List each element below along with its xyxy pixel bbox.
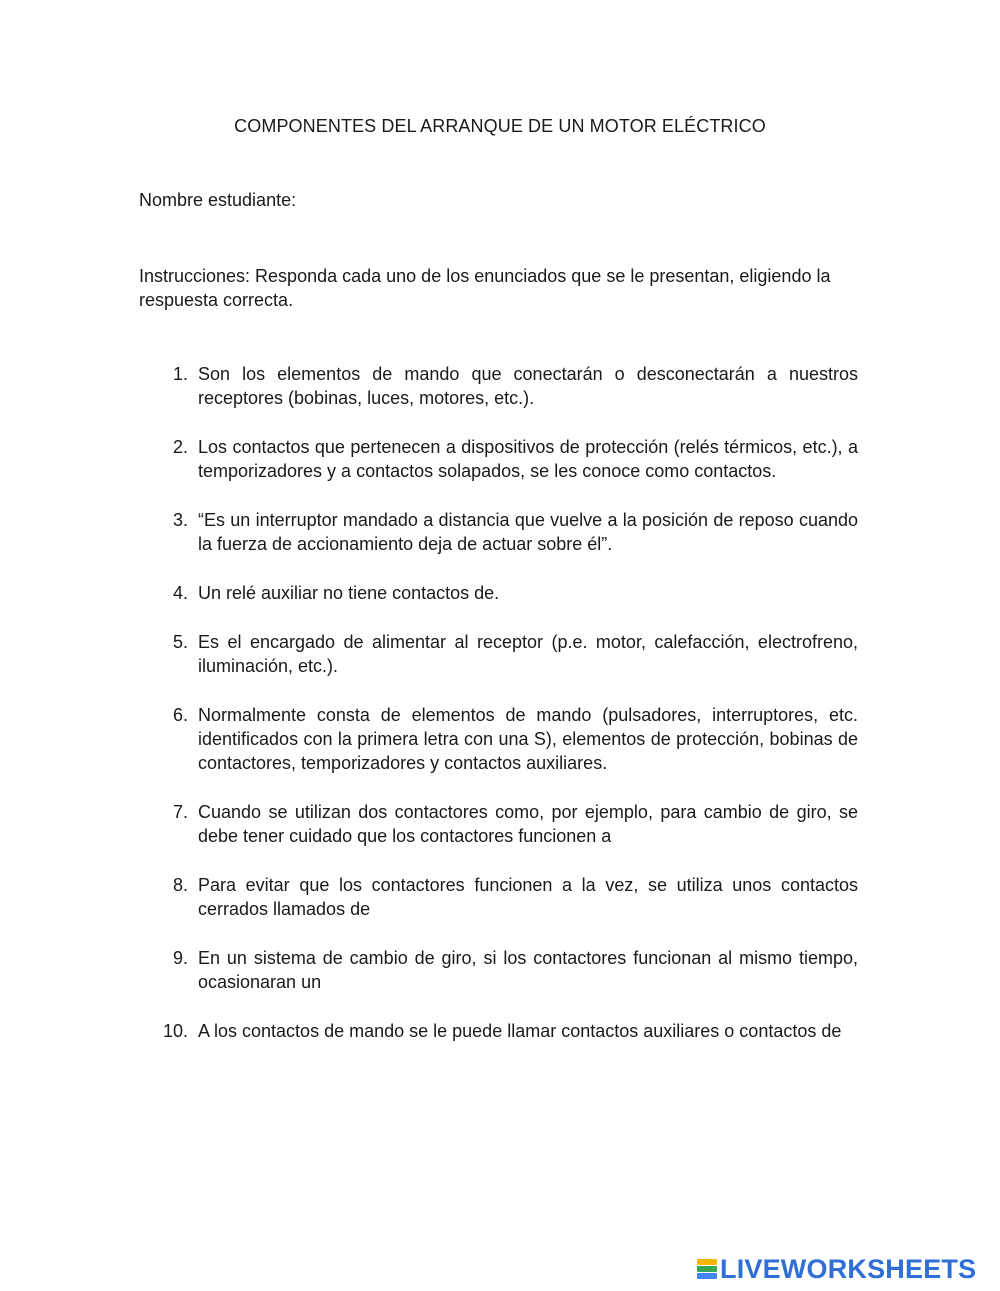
brand-logo[interactable] [697, 1254, 976, 1284]
question-number: 2. [172, 437, 188, 457]
question-text: Cuando se utilizan dos contactores como, por ejemplo, para cambio de giro, se debe tener cuidado que los contactores funcionen a [198, 802, 858, 846]
question-item [0, 873, 1000, 921]
question-text: Un relé auxiliar no tiene contactos de. [198, 583, 500, 603]
question-number: 9. [172, 948, 188, 968]
question-number: 4. [172, 583, 188, 603]
question-number: 3. [172, 510, 188, 530]
question-item [0, 800, 1000, 848]
question-item [0, 435, 1000, 483]
instructions-text: Instrucciones: Responda cada uno de los enunciados que se le presentan, eligiendo la respuesta correcta. [139, 266, 831, 310]
question-text: “Es un interruptor mandado a distancia que vuelve a la posición de reposo cuando la fuerza de accionamiento deja de actuar sobre él”. [198, 510, 858, 554]
question-number: 1. [172, 364, 188, 384]
question-number: 8. [172, 875, 188, 895]
question-text: Normalmente consta de elementos de mando (pulsadores, interruptores, etc. identificados con la primera letra con una S), elementos de protección, bobinas de contactores, temporizadores y contactos auxiliares. [198, 705, 858, 773]
page-title: COMPONENTES DEL ARRANQUE DE UN MOTOR ELÉCTRICO [234, 116, 766, 136]
question-text: Son los elementos de mando que conectarán o desconectarán a nuestros receptores (bobinas, luces, motores, etc.). [198, 364, 858, 408]
question-item [0, 581, 1000, 605]
question-item [0, 1019, 1000, 1043]
question-text: Para evitar que los contactores funcionen a la vez, se utiliza unos contactos cerrados llamados de [198, 875, 858, 919]
question-text: Es el encargado de alimentar al receptor (p.e. motor, calefacción, electrofreno, iluminación, etc.). [198, 632, 858, 676]
question-number: 6. [172, 705, 188, 725]
question-text: Los contactos que pertenecen a dispositivos de protección (relés térmicos, etc.), a temporizadores y a contactos solapados, se les conoce como contactos. [198, 437, 858, 481]
question-item [0, 703, 1000, 775]
question-number: 5. [172, 632, 188, 652]
brand-name: LIVEWORKSHEETS [720, 1253, 977, 1284]
question-number: 10. [162, 1021, 188, 1041]
question-number: 7. [172, 802, 188, 822]
question-item [0, 630, 1000, 678]
liveworksheets-logo-icon [697, 1259, 717, 1279]
question-text: A los contactos de mando se le puede llamar contactos auxiliares o contactos de [198, 1021, 842, 1041]
question-text: En un sistema de cambio de giro, si los contactores funcionan al mismo tiempo, ocasionaran un [198, 948, 858, 992]
question-item [0, 508, 1000, 556]
question-list [0, 362, 1000, 1068]
question-item [0, 946, 1000, 994]
question-item [0, 362, 1000, 410]
student-name-label: Nombre estudiante: [139, 190, 297, 210]
